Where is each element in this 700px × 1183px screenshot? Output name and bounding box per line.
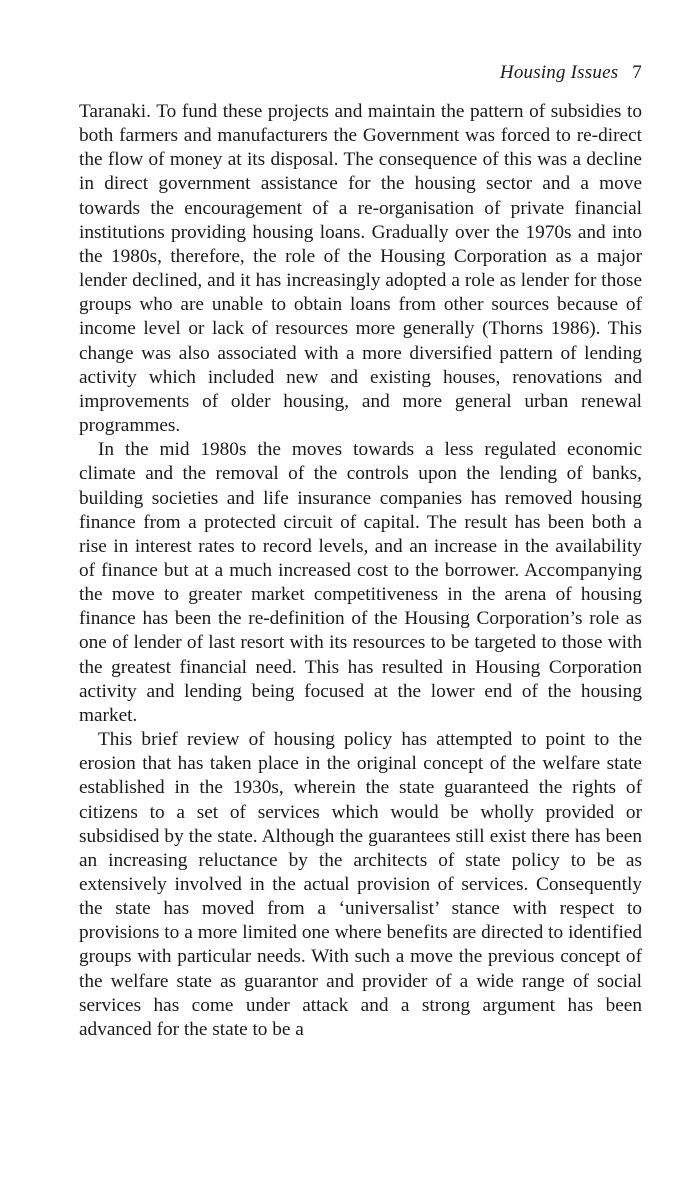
running-header — [500, 62, 642, 84]
paragraph-policy-review: This brief review of housing policy has attempted to point to the erosion that has taken place in the original concept of the welfare state established in the 1930s, wherein the state guaranteed the rights of citizens to a set of services which would be wholly provided or subsidised by the state. Although the guarantees still exist there has been an increasing reluctance by the architects of state policy to be as extensively involved in the actual provision of services. Consequently the state has moved from a ‘universalist’ stance with respect to provisions to a more limited one where benefits are directed to identified groups with particular needs. With such a move the previous concept of the welfare state as guarantor and provider of a wide range of social services has come under attack and a strong argument has been advanced for the state to be a — [79, 729, 642, 1040]
page-number: 7 — [632, 62, 642, 83]
paragraph-continued: Taranaki. To fund these projects and maintain the pattern of subsidies to both farmers and manufacturers the Government was forced to re-direct the flow of money at its disposal. The consequence of this was a decline in direct government assistance for the housing sector and a move towards the encouragement of a re-organisation of private financial institutions providing housing loans. Gradually over the 1970s and into the 1980s, therefore, the role of the Housing Corporation as a major lender declined, and it has increasingly adopted a role as lender for those groups who are unable to obtain loans from other sources because of income level or lack of resources more generally (Thorns 1986). This change was also associated with a more diversified pattern of lending activity which included new and existing houses, renovations and improvements of older housing, and more general urban renewal programmes. — [79, 101, 642, 437]
body-text — [79, 100, 642, 1042]
paragraph-deregulation: In the mid 1980s the moves towards a less regulated economic climate and the removal of the controls upon the lending of banks, building societies and life insurance companies has removed housing finance from a protected circuit of capital. The result has been both a rise in interest rates to record levels, and an increase in the availability of finance but at a much increased cost to the borrower. Accompanying the move to greater market competitiveness in the arena of housing finance has been the re-definition of the Housing Corporation’s role as one of lender of last resort with its resources to be targeted to those with the greatest financial need. This has resulted in Housing Corporation activity and lending being focused at the lower end of the housing market. — [79, 439, 642, 726]
running-title: Housing Issues — [499, 62, 619, 83]
